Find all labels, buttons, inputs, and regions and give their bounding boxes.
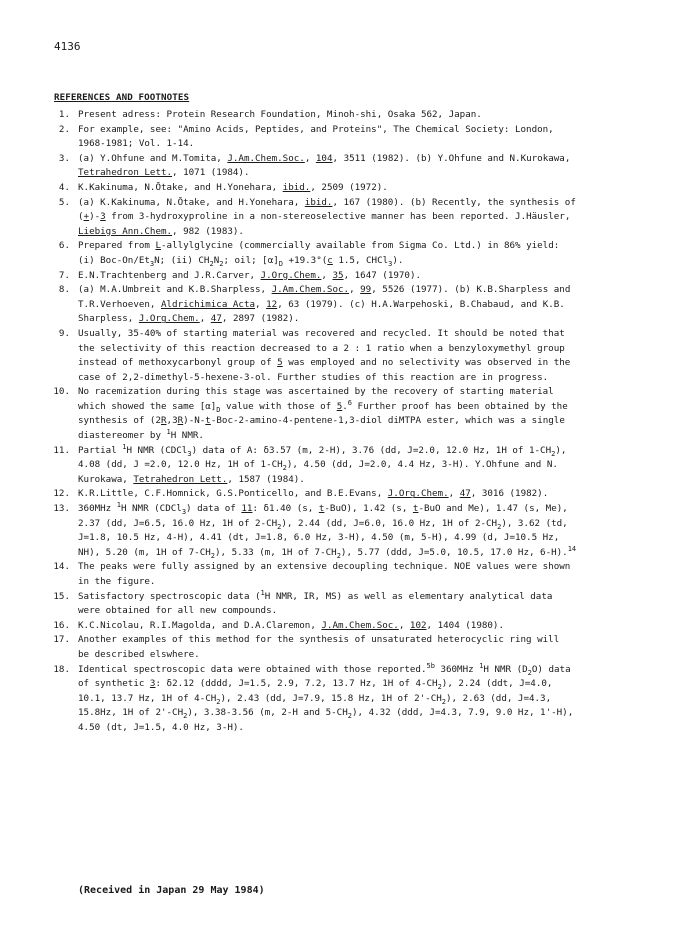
reference-text: No racemization during this stage was ascertained by the recovery of starting material which showed the same $[\alpha]_D$ value with those of 5.$^6$ Further proof has been obtained by the synthesis of (2R,3R)-N-t-Boc-2-amino-4-pentene-1,3-diol diMTPA ester, which was a single diastereomer by $^1$H NMR.	[78, 386, 568, 442]
reference-number: 11.	[53, 444, 70, 456]
reference-text: The peaks were fully assigned by an extensive decoupling technique. NOE values were shown in the figure.	[78, 561, 571, 587]
reference-number: 10.	[53, 386, 70, 398]
reference-number: 5.	[58, 196, 70, 208]
reference-item	[34, 239, 664, 268]
reference-number: 6.	[58, 240, 70, 252]
reference-item	[34, 269, 664, 284]
reference-item	[34, 487, 664, 502]
reference-number: 4.	[58, 181, 70, 193]
reference-number: 17.	[53, 634, 70, 646]
reference-number: 1.	[58, 109, 70, 120]
reference-text: K.C.Nicolau, R.I.Magolda, and D.A.Claremon, J.Am.Chem.Soc., 102, 1404 (1980).	[78, 619, 504, 631]
reference-text: 360MHz $^1$H NMR (CDCl$_3$) data of 11: δ1.40 (s, t-BuO), 1.42 (s, t-BuO and Me), 1.47 (s, Me), 2.37 (dd, J=6.5, 16.0 Hz, 1H of $2-CH_2$), 2.44 (dd, J=6.0, 16.0 Hz, 1H of $2-CH_2$), 3.62 (td, J=1.8, 10.5 Hz, 4-H), 4.41 (dt, J=1.8, 6.0 Hz, 3-H), 4.50 (m, 5-H), 4.99 (d, J=10.5 Hz, NH), 5.20 (m, 1H of $7-CH_2$), 5.33 (m, 1H of $7-CH_2$), 5.77 (ddd, J=5.0, 10.5, 17.0 Hz, 6-H).$^{14}$	[78, 500, 577, 560]
reference-text: Identical spectroscopic data were obtained with those reported.$^{5b}$ 360MHz $^1$H NMR $(D_2O)$ data of synthetic 3: δ2.12 (dddd, J=1.5, 2.9, 7.2, 13.7 Hz, 1H of $4-CH_2$), 2.24 (ddt, J=4.0, 10.1, 13.7 Hz, 1H of $4-CH_2$), 2.43 (dd, J=7.9, 15.8 Hz, 1H of $2'-CH_2$), 2.63 (dd, J=4.3, 15.8Hz, 1H of $2'-CH_2$), 3.38-3.56 (m, 2-H and $5-CH_2$), 4.32 (ddd, J=4.3, 7.9, 9.0 Hz, 1'-H), 4.50 (dt, J=1.5, 4.0 Hz, 3-H).	[78, 661, 574, 733]
reference-text: Partial $^1$H NMR (CDCl$_3$) data of A: δ3.57 (m, 2-H), 3.76 (dd, J=2.0, 12.0 Hz, 1H of $1-CH_2$), 4.08 (dd, J =2.0, 12.0 Hz, 1H of $1-CH_2$), 4.50 (dd, J=2.0, 4.4 Hz, 3-H). Y.Ohfune and N. Kurokawa, Tetrahedron Lett., 1587 (1984).	[78, 442, 567, 485]
reference-item	[34, 181, 664, 196]
reference-item	[34, 633, 664, 662]
reference-number: 9.	[58, 327, 70, 339]
reference-text: (a) K.Kakinuma, N.Ōtake, and H.Yonehara, ibid., 167 (1980). (b) Recently, the synthesis of (+)-3 from 3-hydroxyproline in a non-stereoselective manner has been reported. J.Häusler, Liebigs Ann.Chem., 982 (1983).	[78, 196, 576, 237]
reference-item	[34, 619, 664, 634]
reference-item	[34, 502, 664, 560]
reference-text: Satisfactory spectroscopic data ($^1$H NMR, IR, MS) as well as elementary analytical data were obtained for all new compounds.	[78, 588, 553, 617]
reference-number: 14.	[53, 561, 70, 573]
reference-item	[34, 327, 664, 385]
reference-text: (a) Y.Ohfune and M.Tomita, J.Am.Chem.Soc., 104, 3511 (1982). (b) Y.Ohfune and N.Kurokawa, Tetrahedron Lett., 1071 (1984).	[78, 152, 571, 179]
reference-text: Usually, 35-40% of starting material was recovered and recycled. It should be noted that the selectivity of this reaction decreased to a 2 : 1 ratio when a benzyloxymethyl group instead of methoxycarbonyl group of 5 was employed and no selectivity was observed in the case of 2,2-dimethyl-5-hexene-3-ol. Further studies of this reaction are in progress.	[78, 327, 571, 383]
reference-number: 12.	[53, 488, 70, 500]
page-number: 4136	[54, 40, 81, 53]
reference-item	[34, 444, 664, 488]
reference-number: 18.	[53, 663, 70, 675]
reference-number: 16.	[53, 619, 70, 631]
reference-number: 3.	[58, 152, 70, 164]
reference-text: Prepared from L-allylglycine (commercially available from Sigma Co. Ltd.) in 86% yield: (i) Boc-$On/Et_3N$; (ii) $CH_2N_2$; oil; $[\alpha]_D +19.3^\circ(c$ 1.5, CHCl$_3$).	[78, 240, 560, 268]
reference-number: 15.	[53, 590, 70, 602]
reference-text: For example, see: "Amino Acids, Peptides, and Proteins", The Chemical Society: London, 1968-1981; Vol. 1-14.	[78, 123, 554, 150]
reference-item	[34, 283, 664, 327]
reference-text: K.Kakinuma, N.Ōtake, and H.Yonehara, ibid., 2509 (1972).	[78, 181, 388, 193]
reference-text: E.N.Trachtenberg and J.R.Carver, J.Org.Chem., 35, 1647 (1970).	[78, 269, 422, 281]
reference-number: 2.	[58, 123, 70, 135]
reference-item	[34, 108, 664, 123]
reference-item	[34, 123, 664, 152]
reference-number: 7.	[58, 269, 70, 281]
reference-text: K.R.Little, C.F.Homnick, G.S.Ponticello, and B.E.Evans, J.Org.Chem., 47, 3016 (1982).	[78, 488, 549, 500]
reference-item	[34, 152, 664, 181]
reference-item	[34, 590, 664, 619]
reference-item	[34, 385, 664, 443]
reference-text: (a) M.A.Umbreit and K.B.Sharpless, J.Am.Chem.Soc., 99, 5526 (1977). (b) K.B.Sharpless and T.R.Verhoeven, Aldrichimica Acta, 12, 63 (1979). (c) H.A.Warpehoski, B.Chabaud, and K.B. Sharpless, J.Org.Chem., 47, 2897 (1982).	[78, 284, 571, 325]
reference-item	[34, 560, 664, 589]
reference-number: 8.	[58, 284, 70, 296]
reference-text: Another examples of this method for the synthesis of unsaturated heterocyclic ring will be described elswhere.	[78, 634, 560, 660]
reference-text: Present adress: Protein Research Foundation, Minoh-shi, Osaka 562, Japan.	[78, 109, 482, 120]
reference-list	[34, 108, 664, 736]
references-heading: REFERENCES AND FOOTNOTES	[54, 92, 190, 103]
reference-item	[34, 663, 664, 736]
received-date: (Received in Japan 29 May 1984)	[78, 885, 265, 896]
reference-item	[34, 196, 664, 240]
reference-number: 13.	[53, 503, 70, 515]
